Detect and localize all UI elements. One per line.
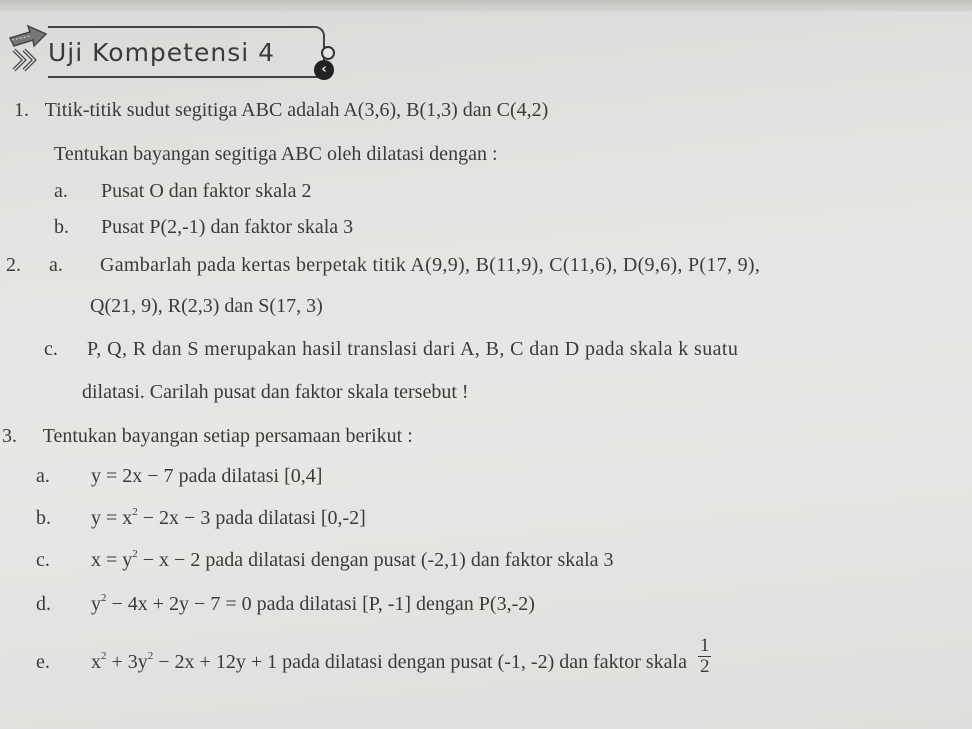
- question-text: Tentukan bayangan setiap persamaan berikut :: [42, 425, 413, 447]
- question-3-item-c: [36, 548, 614, 572]
- section-header: [0, 18, 340, 88]
- item-label: c.: [44, 338, 58, 360]
- question-number: 1.: [14, 99, 29, 121]
- question-3-item-a: [36, 464, 322, 488]
- item-label: a.: [36, 465, 50, 487]
- question-2-item-c: [44, 337, 738, 361]
- question-number: 2.: [6, 254, 21, 276]
- question-3-item-d: [36, 592, 535, 616]
- item-text: P, Q, R dan S merupakan hasil translasi dari A, B, C dan D pada skala k suatu: [87, 338, 739, 360]
- question-2-item-a: [6, 253, 760, 277]
- question-number: 3.: [2, 425, 17, 447]
- item-text: Pusat O dan faktor skala 2: [101, 180, 312, 202]
- item-text: pada dilatasi dengan pusat (-2,1) dan faktor skala 3: [205, 549, 614, 571]
- item-text: pada dilatasi [0,4]: [178, 465, 323, 487]
- item-label: b.: [36, 507, 51, 529]
- item-text: Pusat P(2,-1) dan faktor skala 3: [101, 216, 354, 238]
- fraction-one-half: $\frac{1}{2}$: [699, 635, 710, 677]
- item-label: d.: [36, 593, 51, 615]
- equation: $y^2 - 4x + 2y - 7 = 0$: [91, 592, 252, 615]
- item-label: c.: [36, 549, 50, 571]
- item-text: pada dilatasi dengan pusat (-1, -2) dan faktor skala: [282, 651, 687, 674]
- item-label: e.: [36, 651, 50, 674]
- question-text: Titik-titik sudut segitiga ABC adalah A(3,6), B(1,3) dan C(4,2): [44, 99, 549, 121]
- item-text: pada dilatasi [P, -1] dengan P(3,-2): [256, 593, 535, 615]
- equation: $y = x^2 - 2x - 3$: [91, 506, 211, 529]
- section-title: Uji Kompetensi 4: [48, 38, 276, 67]
- question-2-item-c-cont: dilatasi. Carilah pusat dan faktor skala tersebut !: [82, 381, 469, 403]
- question-1-item-a: [54, 179, 312, 203]
- item-label: a.: [54, 180, 68, 202]
- equation: $x^2 + 3y^2 - 2x + 12y + 1$: [91, 650, 278, 674]
- question-2-item-a-cont: Q(21, 9), R(2,3) dan S(17, 3): [90, 295, 323, 317]
- page-top-edge: [0, 0, 972, 12]
- question-1-item-b: [54, 215, 353, 239]
- equation: $x = y^2 - x - 2$: [91, 548, 201, 571]
- double-chevron-arrow-icon: [6, 24, 52, 74]
- item-label: a.: [49, 254, 63, 276]
- question-1-instruction: Tentukan bayangan segitiga ABC oleh dilatasi dengan :: [54, 143, 498, 165]
- item-text: Gambarlah pada kertas berpetak titik A(9,9), B(11,9), C(11,6), D(9,6), P(17, 9),: [100, 254, 761, 276]
- question-3: [2, 424, 413, 448]
- ring-icon: [321, 46, 335, 60]
- equation: y = 2x − 7: [91, 465, 174, 487]
- question-3-item-e: [36, 635, 711, 677]
- item-label: b.: [54, 216, 69, 238]
- question-1: [14, 98, 548, 122]
- item-text: pada dilatasi [0,-2]: [215, 507, 366, 529]
- back-chevron-icon: ‹: [314, 60, 334, 80]
- question-3-item-b: [36, 506, 366, 530]
